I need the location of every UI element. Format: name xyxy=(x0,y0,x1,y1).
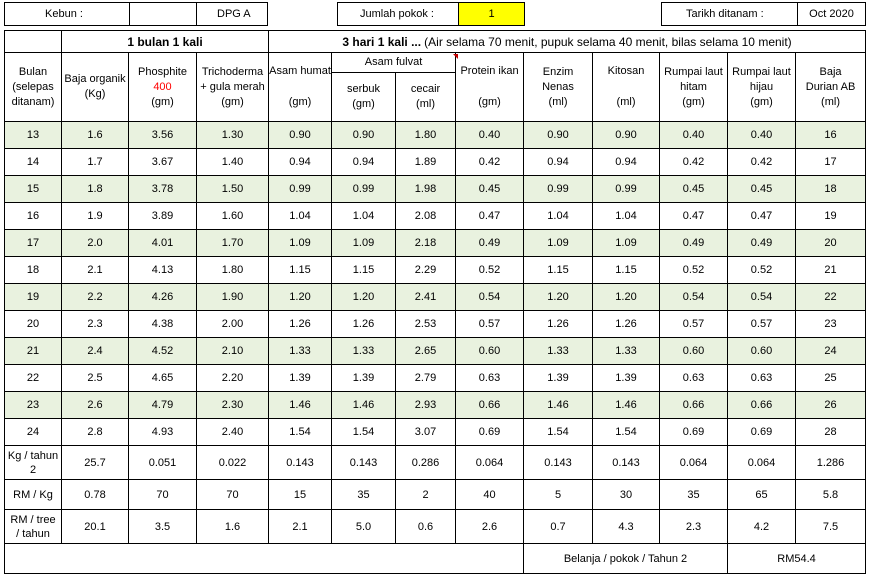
summary-row xyxy=(5,510,866,544)
value-cell: 2.00 xyxy=(197,311,269,338)
value-cell: 2.29 xyxy=(396,257,456,284)
table-row xyxy=(5,230,866,257)
col-header-bulan-line2: (selepas xyxy=(12,80,54,93)
value-cell: 0.54 xyxy=(456,284,524,311)
value-cell: 1.54 xyxy=(524,419,593,446)
col-header-baja-durian-ab-line3: (ml) xyxy=(821,95,840,108)
value-cell: 2.65 xyxy=(396,338,456,365)
col-header-enzim-nenas-line2: Nenas xyxy=(542,80,574,93)
value-cell: 0.57 xyxy=(728,311,796,338)
value-cell: 1.39 xyxy=(524,365,593,392)
summary-value-cell: 0.064 xyxy=(660,446,728,480)
value-cell: 0.94 xyxy=(269,149,332,176)
summary-label-line: 2 xyxy=(29,463,37,476)
value-cell: 4.01 xyxy=(129,230,197,257)
value-cell: 0.66 xyxy=(456,392,524,419)
col-header-trichoderma-line1: Trichoderma xyxy=(201,65,264,78)
summary-body xyxy=(5,446,866,544)
col-header-phosphite-line1: Phosphite xyxy=(138,65,187,78)
value-cell: 2.8 xyxy=(62,419,129,446)
value-cell: 1.46 xyxy=(332,392,396,419)
summary-value-cell: 40 xyxy=(456,480,524,510)
col-header-baja-organik xyxy=(62,53,129,122)
summary-label-line: Kg / tahun xyxy=(7,449,59,462)
summary-value-cell: 0.6 xyxy=(396,510,456,544)
col-header-bulan xyxy=(5,53,62,122)
value-cell: 1.20 xyxy=(332,284,396,311)
value-cell: 1.80 xyxy=(197,257,269,284)
table-row xyxy=(5,419,866,446)
summary-value-cell: 30 xyxy=(593,480,660,510)
value-cell: 1.54 xyxy=(269,419,332,446)
value-cell: 3.07 xyxy=(396,419,456,446)
value-cell: 0.49 xyxy=(728,230,796,257)
summary-value-cell: 0.143 xyxy=(332,446,396,480)
value-cell: 1.7 xyxy=(62,149,129,176)
col-header-asam-fulvat xyxy=(332,53,456,73)
month-cell: 22 xyxy=(5,365,62,392)
summary-label-line: RM / tree xyxy=(10,513,56,526)
value-cell: 4.52 xyxy=(129,338,197,365)
summary-label-line: RM / Kg xyxy=(13,488,53,501)
value-cell: 1.6 xyxy=(62,122,129,149)
col-header-kitosan-line2: (ml) xyxy=(616,96,636,108)
jumlah-pokok-value-cell xyxy=(458,2,525,26)
summary-label-line: / tahun xyxy=(16,527,50,540)
value-cell: 17 xyxy=(796,149,866,176)
value-cell: 0.42 xyxy=(728,149,796,176)
value-cell: 0.45 xyxy=(456,176,524,203)
summary-value-cell: 35 xyxy=(332,480,396,510)
col-header-phosphite xyxy=(129,53,197,122)
col-header-bulan-line1: Bulan xyxy=(18,65,48,78)
value-cell: 1.46 xyxy=(524,392,593,419)
summary-value-cell: 20.1 xyxy=(62,510,129,544)
monthly-section-cell xyxy=(62,31,269,53)
value-cell: 16 xyxy=(796,122,866,149)
value-cell: 2.20 xyxy=(197,365,269,392)
value-cell: 0.90 xyxy=(332,122,396,149)
footer-blank-cell xyxy=(5,544,524,574)
value-cell: 1.40 xyxy=(197,149,269,176)
summary-value-cell: 2 xyxy=(396,480,456,510)
value-cell: 1.15 xyxy=(593,257,660,284)
summary-value-cell: 65 xyxy=(728,480,796,510)
value-cell: 2.93 xyxy=(396,392,456,419)
value-cell: 0.57 xyxy=(660,311,728,338)
value-cell: 0.94 xyxy=(593,149,660,176)
value-cell: 3.78 xyxy=(129,176,197,203)
value-cell: 0.49 xyxy=(456,230,524,257)
month-cell: 24 xyxy=(5,419,62,446)
month-cell: 15 xyxy=(5,176,62,203)
value-cell: 1.33 xyxy=(593,338,660,365)
value-cell: 1.60 xyxy=(197,203,269,230)
value-cell: 1.26 xyxy=(269,311,332,338)
value-cell: 1.20 xyxy=(524,284,593,311)
col-header-rumpai-laut-hijau-line1: Rumpai laut xyxy=(732,65,791,78)
value-cell: 3.56 xyxy=(129,122,197,149)
value-cell: 0.47 xyxy=(456,203,524,230)
value-cell: 0.45 xyxy=(660,176,728,203)
col-header-kitosan-line1: Kitosan xyxy=(607,65,645,77)
value-cell: 0.99 xyxy=(593,176,660,203)
tarikh-value: Oct 2020 xyxy=(809,8,854,20)
summary-value-cell: 5.8 xyxy=(796,480,866,510)
value-cell: 2.41 xyxy=(396,284,456,311)
monthly-section-title: 1 bulan 1 kali xyxy=(127,34,203,49)
col-header-phosphite-line3: (gm) xyxy=(151,95,174,108)
value-cell: 1.50 xyxy=(197,176,269,203)
col-header-rumpai-laut-hitam-line2: hitam xyxy=(680,80,707,93)
value-cell: 22 xyxy=(796,284,866,311)
summary-value-cell: 2.1 xyxy=(269,510,332,544)
col-header-cecair-line1: cecair xyxy=(410,83,441,95)
summary-value-cell: 0.78 xyxy=(62,480,129,510)
value-cell: 0.49 xyxy=(660,230,728,257)
value-cell: 0.60 xyxy=(456,338,524,365)
value-cell: 2.79 xyxy=(396,365,456,392)
table-row xyxy=(5,257,866,284)
comment-marker-icon xyxy=(453,54,458,59)
month-cell: 16 xyxy=(5,203,62,230)
value-cell: 1.20 xyxy=(269,284,332,311)
value-cell: 0.60 xyxy=(660,338,728,365)
belanja-value: RM54.4 xyxy=(777,552,816,565)
summary-label-cell xyxy=(5,510,62,544)
value-cell: 1.09 xyxy=(332,230,396,257)
value-cell: 0.94 xyxy=(524,149,593,176)
table-row xyxy=(5,311,866,338)
value-cell: 4.93 xyxy=(129,419,197,446)
value-cell: 2.10 xyxy=(197,338,269,365)
month-cell: 13 xyxy=(5,122,62,149)
value-cell: 25 xyxy=(796,365,866,392)
value-cell: 1.80 xyxy=(396,122,456,149)
value-cell: 1.98 xyxy=(396,176,456,203)
value-cell: 0.69 xyxy=(728,419,796,446)
tarikh-value-cell xyxy=(797,2,866,26)
month-cell: 19 xyxy=(5,284,62,311)
value-cell: 2.1 xyxy=(62,257,129,284)
value-cell: 1.39 xyxy=(269,365,332,392)
col-header-baja-organik-line1: Baja organik xyxy=(64,73,126,85)
table-row xyxy=(5,392,866,419)
summary-value-cell: 4.3 xyxy=(593,510,660,544)
value-cell: 0.66 xyxy=(728,392,796,419)
table-row xyxy=(5,176,866,203)
three-day-section-note: (Air selama 70 menit, pupuk selama 40 menit, bilas selama 10 menit) xyxy=(424,34,792,49)
col-header-enzim-nenas-line1: Enzim xyxy=(542,65,574,78)
col-header-trichoderma-line3: (gm) xyxy=(221,95,244,108)
value-cell: 4.26 xyxy=(129,284,197,311)
col-header-kitosan xyxy=(593,53,660,122)
table-row xyxy=(5,365,866,392)
summary-value-cell: 15 xyxy=(269,480,332,510)
col-header-enzim-nenas-line3: (ml) xyxy=(548,95,568,108)
value-cell: 1.46 xyxy=(593,392,660,419)
summary-value-cell: 0.022 xyxy=(197,446,269,480)
belanja-label: Belanja / pokok / Tahun 2 xyxy=(563,552,688,565)
value-cell: 2.08 xyxy=(396,203,456,230)
value-cell: 0.66 xyxy=(660,392,728,419)
value-cell: 1.39 xyxy=(332,365,396,392)
col-header-enzim-nenas xyxy=(524,53,593,122)
value-cell: 0.45 xyxy=(728,176,796,203)
tarikh-label-cell xyxy=(661,2,798,26)
summary-value-cell: 0.064 xyxy=(728,446,796,480)
summary-value-cell: 7.5 xyxy=(796,510,866,544)
value-cell: 0.99 xyxy=(524,176,593,203)
summary-value-cell: 25.7 xyxy=(62,446,129,480)
col-header-cecair xyxy=(396,73,456,122)
table-row xyxy=(5,122,866,149)
col-header-serbuk xyxy=(332,73,396,122)
value-cell: 0.94 xyxy=(332,149,396,176)
value-cell: 24 xyxy=(796,338,866,365)
data-body xyxy=(5,122,866,446)
value-cell: 23 xyxy=(796,311,866,338)
col-header-rumpai-laut-hitam xyxy=(660,53,728,122)
col-header-baja-durian-ab-line2: Durian AB xyxy=(805,80,856,93)
value-cell: 2.0 xyxy=(62,230,129,257)
value-cell: 0.90 xyxy=(269,122,332,149)
value-cell: 0.54 xyxy=(728,284,796,311)
value-cell: 0.40 xyxy=(456,122,524,149)
summary-value-cell: 0.7 xyxy=(524,510,593,544)
summary-value-cell: 0.143 xyxy=(524,446,593,480)
value-cell: 4.65 xyxy=(129,365,197,392)
value-cell: 1.09 xyxy=(269,230,332,257)
column-header-row-1 xyxy=(5,53,866,73)
value-cell: 1.26 xyxy=(524,311,593,338)
summary-value-cell: 5 xyxy=(524,480,593,510)
summary-value-cell: 0.051 xyxy=(129,446,197,480)
value-cell: 0.57 xyxy=(456,311,524,338)
value-cell: 0.90 xyxy=(524,122,593,149)
summary-label-cell xyxy=(5,480,62,510)
col-header-trichoderma-line2: + gula merah xyxy=(200,80,265,93)
value-cell: 1.39 xyxy=(593,365,660,392)
value-cell: 0.69 xyxy=(456,419,524,446)
value-cell: 2.4 xyxy=(62,338,129,365)
summary-row xyxy=(5,446,866,480)
summary-value-cell: 2.3 xyxy=(660,510,728,544)
value-cell: 0.40 xyxy=(660,122,728,149)
table-row xyxy=(5,284,866,311)
value-cell: 4.79 xyxy=(129,392,197,419)
col-header-serbuk-line1: serbuk xyxy=(347,83,381,95)
value-cell: 2.2 xyxy=(62,284,129,311)
value-cell: 2.40 xyxy=(197,419,269,446)
col-header-serbuk-line2: (gm) xyxy=(352,98,375,110)
belanja-value-cell xyxy=(728,544,866,574)
value-cell: 4.13 xyxy=(129,257,197,284)
jumlah-pokok-label: Jumlah pokok : xyxy=(360,8,434,20)
col-header-trichoderma xyxy=(197,53,269,122)
value-cell: 0.42 xyxy=(660,149,728,176)
value-cell: 1.15 xyxy=(332,257,396,284)
value-cell: 2.3 xyxy=(62,311,129,338)
value-cell: 1.15 xyxy=(524,257,593,284)
value-cell: 0.63 xyxy=(456,365,524,392)
kebun-value-cell xyxy=(196,2,268,26)
value-cell: 2.5 xyxy=(62,365,129,392)
fertilizer-schedule-table xyxy=(4,30,866,574)
value-cell: 0.52 xyxy=(456,257,524,284)
col-header-protein-ikan-line2: (gm) xyxy=(478,96,501,108)
month-cell: 23 xyxy=(5,392,62,419)
col-header-bulan-line3: ditanam) xyxy=(11,95,55,108)
value-cell: 1.8 xyxy=(62,176,129,203)
value-cell: 2.30 xyxy=(197,392,269,419)
value-cell: 1.89 xyxy=(396,149,456,176)
col-header-protein-ikan xyxy=(456,53,524,122)
col-header-baja-durian-ab-line1: Baja xyxy=(819,65,842,78)
value-cell: 1.09 xyxy=(593,230,660,257)
belanja-label-cell xyxy=(524,544,728,574)
col-header-rumpai-laut-hijau-line3: (gm) xyxy=(750,95,773,108)
value-cell: 28 xyxy=(796,419,866,446)
summary-value-cell: 0.286 xyxy=(396,446,456,480)
jumlah-pokok-value: 1 xyxy=(488,8,495,20)
summary-value-cell: 5.0 xyxy=(332,510,396,544)
value-cell: 1.30 xyxy=(197,122,269,149)
value-cell: 0.40 xyxy=(728,122,796,149)
table-row xyxy=(5,338,866,365)
summary-value-cell: 3.5 xyxy=(129,510,197,544)
value-cell: 0.90 xyxy=(593,122,660,149)
footer-row xyxy=(5,544,866,574)
value-cell: 0.99 xyxy=(269,176,332,203)
value-cell: 0.52 xyxy=(660,257,728,284)
value-cell: 1.09 xyxy=(524,230,593,257)
value-cell: 1.54 xyxy=(332,419,396,446)
value-cell: 0.54 xyxy=(660,284,728,311)
value-cell: 1.33 xyxy=(269,338,332,365)
value-cell: 1.26 xyxy=(332,311,396,338)
value-cell: 1.04 xyxy=(269,203,332,230)
col-header-asam-humat-line1: Asam humat xyxy=(269,65,331,77)
value-cell: 3.89 xyxy=(129,203,197,230)
value-cell: 2.18 xyxy=(396,230,456,257)
summary-row xyxy=(5,480,866,510)
summary-value-cell: 1.286 xyxy=(796,446,866,480)
value-cell: 0.52 xyxy=(728,257,796,284)
value-cell: 1.20 xyxy=(593,284,660,311)
kebun-value: DPG A xyxy=(217,8,251,20)
col-header-asam-fulvat-label: Asam fulvat xyxy=(364,56,423,68)
col-header-asam-humat xyxy=(269,53,332,122)
corner-cell xyxy=(5,31,62,53)
col-header-asam-humat-line2: (gm) xyxy=(288,96,312,108)
value-cell: 18 xyxy=(796,176,866,203)
value-cell: 0.99 xyxy=(332,176,396,203)
value-cell: 1.54 xyxy=(593,419,660,446)
value-cell: 0.63 xyxy=(728,365,796,392)
value-cell: 0.42 xyxy=(456,149,524,176)
value-cell: 0.63 xyxy=(660,365,728,392)
value-cell: 1.15 xyxy=(269,257,332,284)
value-cell: 0.47 xyxy=(728,203,796,230)
col-header-rumpai-laut-hijau xyxy=(728,53,796,122)
table-row xyxy=(5,149,866,176)
col-header-phosphite-line2: 400 xyxy=(153,80,172,93)
summary-value-cell: 70 xyxy=(197,480,269,510)
col-header-baja-durian-ab xyxy=(796,53,866,122)
value-cell: 2.6 xyxy=(62,392,129,419)
col-header-protein-ikan-line1: Protein ikan xyxy=(460,65,519,77)
table-row xyxy=(5,203,866,230)
col-header-rumpai-laut-hitam-line3: (gm) xyxy=(682,95,705,108)
col-header-cecair-line2: (ml) xyxy=(416,98,435,110)
value-cell: 20 xyxy=(796,230,866,257)
value-cell: 0.60 xyxy=(728,338,796,365)
three-day-section-cell xyxy=(269,31,866,53)
value-cell: 21 xyxy=(796,257,866,284)
value-cell: 1.70 xyxy=(197,230,269,257)
summary-value-cell: 35 xyxy=(660,480,728,510)
summary-value-cell: 0.143 xyxy=(593,446,660,480)
section-header-row xyxy=(5,31,866,53)
summary-value-cell: 4.2 xyxy=(728,510,796,544)
month-cell: 18 xyxy=(5,257,62,284)
month-cell: 20 xyxy=(5,311,62,338)
three-day-section-title: 3 hari 1 kali ... xyxy=(342,34,422,49)
value-cell: 1.33 xyxy=(524,338,593,365)
value-cell: 26 xyxy=(796,392,866,419)
summary-value-cell: 0.143 xyxy=(269,446,332,480)
summary-value-cell: 1.6 xyxy=(197,510,269,544)
value-cell: 4.38 xyxy=(129,311,197,338)
value-cell: 0.47 xyxy=(660,203,728,230)
summary-value-cell: 0.064 xyxy=(456,446,524,480)
value-cell: 1.90 xyxy=(197,284,269,311)
month-cell: 21 xyxy=(5,338,62,365)
jumlah-pokok-label-cell xyxy=(337,2,459,26)
summary-value-cell: 70 xyxy=(129,480,197,510)
value-cell: 1.04 xyxy=(524,203,593,230)
value-cell: 2.53 xyxy=(396,311,456,338)
value-cell: 1.33 xyxy=(332,338,396,365)
summary-value-cell: 2.6 xyxy=(456,510,524,544)
value-cell: 1.04 xyxy=(332,203,396,230)
col-header-rumpai-laut-hijau-line2: hijau xyxy=(749,80,774,93)
kebun-blank-cell xyxy=(129,2,197,26)
col-header-baja-organik-line2: (Kg) xyxy=(84,88,106,100)
value-cell: 1.26 xyxy=(593,311,660,338)
month-cell: 17 xyxy=(5,230,62,257)
col-header-rumpai-laut-hitam-line1: Rumpai laut xyxy=(664,65,723,78)
value-cell: 3.67 xyxy=(129,149,197,176)
month-cell: 14 xyxy=(5,149,62,176)
value-cell: 1.9 xyxy=(62,203,129,230)
kebun-label-cell xyxy=(4,2,130,26)
summary-label-cell xyxy=(5,446,62,480)
value-cell: 1.04 xyxy=(593,203,660,230)
value-cell: 1.46 xyxy=(269,392,332,419)
kebun-label: Kebun : xyxy=(45,8,83,20)
tarikh-label: Tarikh ditanam : xyxy=(686,8,764,20)
value-cell: 0.69 xyxy=(660,419,728,446)
value-cell: 19 xyxy=(796,203,866,230)
